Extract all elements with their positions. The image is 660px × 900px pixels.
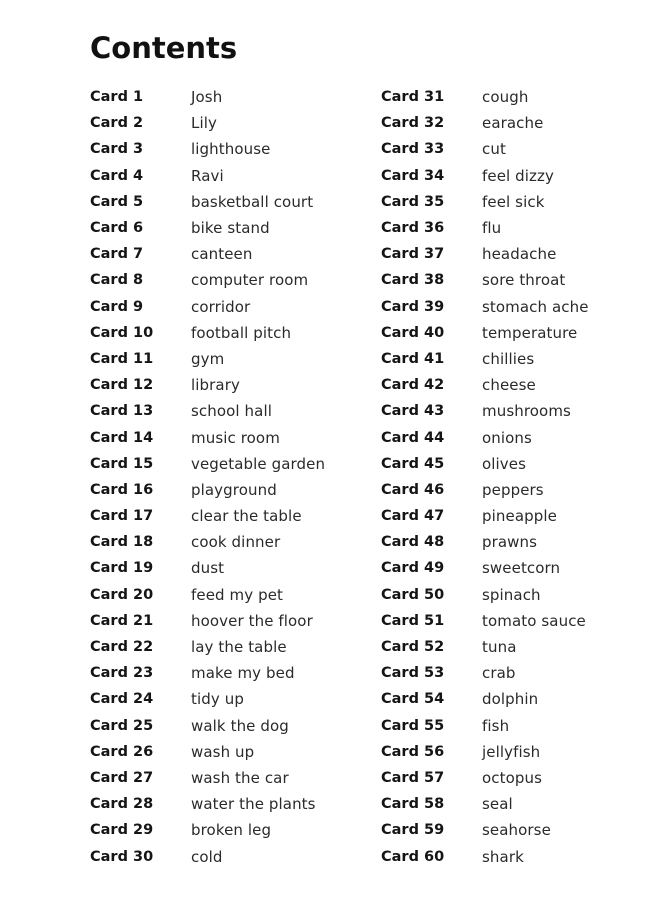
card-number: Card 24	[90, 691, 154, 708]
card-word: lay the table	[191, 638, 287, 657]
card-word: cheese	[482, 376, 536, 395]
card-word: shark	[482, 847, 524, 866]
card-number: Card 20	[90, 586, 154, 603]
card-number: Card 4	[90, 167, 144, 184]
contents-entry	[90, 84, 325, 110]
card-word: pineapple	[482, 507, 557, 526]
contents-entry	[381, 765, 589, 791]
card-number: Card 16	[90, 481, 154, 498]
card-word: computer room	[191, 271, 309, 290]
card-word: walk the dog	[191, 716, 289, 735]
contents-entry	[90, 294, 325, 320]
card-word: school hall	[191, 402, 272, 421]
contents-entry	[90, 346, 325, 372]
contents-entry	[90, 529, 325, 555]
card-word: feel dizzy	[482, 166, 554, 185]
card-word: chillies	[482, 349, 535, 368]
card-number: Card 59	[381, 822, 445, 839]
contents-entry	[381, 110, 589, 136]
card-number: Card 42	[381, 377, 445, 394]
card-word: vegetable garden	[191, 454, 326, 473]
contents-entry	[381, 477, 589, 503]
card-number: Card 13	[90, 403, 154, 420]
card-word: feel sick	[482, 192, 545, 211]
contents-entry	[90, 634, 325, 660]
card-word: gym	[191, 349, 225, 368]
card-number: Card 10	[90, 324, 154, 341]
card-number: Card 51	[381, 612, 445, 629]
contents-entry	[381, 817, 589, 843]
card-number: Card 43	[381, 403, 445, 420]
card-word: dust	[191, 559, 225, 578]
contents-entry	[381, 424, 589, 450]
card-number: Card 31	[381, 89, 445, 106]
card-word: tuna	[482, 638, 517, 657]
card-word: library	[191, 376, 240, 395]
card-number: Card 56	[381, 743, 445, 760]
card-number: Card 49	[381, 560, 445, 577]
card-number: Card 35	[381, 193, 445, 210]
card-word: sweetcorn	[482, 559, 561, 578]
contents-entry	[381, 136, 589, 162]
contents-column-left	[90, 84, 325, 870]
card-word: wash up	[191, 742, 255, 761]
contents-entry	[381, 346, 589, 372]
contents-entry	[381, 84, 589, 110]
contents-entry	[90, 791, 325, 817]
card-number: Card 60	[381, 848, 445, 865]
card-number: Card 58	[381, 796, 445, 813]
card-number: Card 36	[381, 220, 445, 237]
card-word: cold	[191, 847, 223, 866]
contents-entry	[90, 320, 325, 346]
card-word: cut	[482, 140, 506, 159]
card-number: Card 55	[381, 717, 445, 734]
card-number: Card 3	[90, 141, 144, 158]
card-word: basketball court	[191, 192, 314, 211]
card-word: octopus	[482, 768, 543, 787]
contents-entry	[90, 817, 325, 843]
card-number: Card 47	[381, 508, 445, 525]
card-number: Card 21	[90, 612, 154, 629]
card-word: lighthouse	[191, 140, 271, 159]
card-word: Josh	[191, 88, 223, 107]
card-word: headache	[482, 245, 557, 264]
card-number: Card 27	[90, 769, 154, 786]
card-word: tomato sauce	[482, 611, 586, 630]
card-number: Card 11	[90, 350, 154, 367]
card-word: clear the table	[191, 507, 302, 526]
contents-entry	[381, 843, 589, 869]
contents-entry	[90, 555, 325, 581]
contents-entry	[381, 215, 589, 241]
contents-entry	[381, 582, 589, 608]
card-number: Card 17	[90, 508, 154, 525]
card-word: hoover the floor	[191, 611, 313, 630]
card-word: bike stand	[191, 219, 270, 238]
card-word: spinach	[482, 585, 541, 604]
card-word: prawns	[482, 533, 538, 552]
card-number: Card 37	[381, 246, 445, 263]
card-word: corridor	[191, 297, 251, 316]
card-number: Card 40	[381, 324, 445, 341]
card-number: Card 57	[381, 769, 445, 786]
contents-entry	[90, 686, 325, 712]
card-number: Card 12	[90, 377, 154, 394]
contents-entry	[90, 215, 325, 241]
card-number: Card 44	[381, 429, 445, 446]
contents-entry	[381, 320, 589, 346]
card-number: Card 54	[381, 691, 445, 708]
contents-entry	[381, 451, 589, 477]
contents-entry	[90, 110, 325, 136]
card-number: Card 45	[381, 455, 445, 472]
contents-entry	[381, 529, 589, 555]
card-number: Card 52	[381, 639, 445, 656]
card-word: Ravi	[191, 166, 224, 185]
contents-entry	[90, 843, 325, 869]
card-number: Card 53	[381, 665, 445, 682]
contents-entry	[381, 241, 589, 267]
card-number: Card 19	[90, 560, 154, 577]
card-number: Card 26	[90, 743, 154, 760]
card-number: Card 38	[381, 272, 445, 289]
contents-entry	[381, 372, 589, 398]
card-number: Card 34	[381, 167, 445, 184]
card-number: Card 50	[381, 586, 445, 603]
contents-entry	[381, 163, 589, 189]
contents-entry	[381, 739, 589, 765]
contents-entry	[90, 608, 325, 634]
card-word: playground	[191, 480, 277, 499]
card-number: Card 15	[90, 455, 154, 472]
contents-entry	[381, 660, 589, 686]
contents-entry	[90, 424, 325, 450]
contents-entry	[90, 372, 325, 398]
card-number: Card 30	[90, 848, 154, 865]
contents-entry	[90, 241, 325, 267]
contents-entry	[381, 608, 589, 634]
contents-entry	[381, 267, 589, 293]
card-word: cook dinner	[191, 533, 281, 552]
card-number: Card 25	[90, 717, 154, 734]
card-number: Card 33	[381, 141, 445, 158]
card-word: sore throat	[482, 271, 566, 290]
card-word: dolphin	[482, 690, 539, 709]
card-number: Card 39	[381, 298, 445, 315]
card-number: Card 28	[90, 796, 154, 813]
contents-entry	[90, 660, 325, 686]
card-word: feed my pet	[191, 585, 284, 604]
card-word: broken leg	[191, 821, 272, 840]
card-word: stomach ache	[482, 297, 589, 316]
contents-entry	[381, 398, 589, 424]
card-number: Card 46	[381, 481, 445, 498]
contents-entry	[381, 686, 589, 712]
card-word: tidy up	[191, 690, 244, 709]
card-number: Card 29	[90, 822, 154, 839]
card-number: Card 14	[90, 429, 154, 446]
contents-entry	[90, 477, 325, 503]
contents-entry	[90, 765, 325, 791]
card-number: Card 41	[381, 350, 445, 367]
contents-entry	[381, 713, 589, 739]
card-word: wash the car	[191, 768, 289, 787]
contents-entry	[90, 582, 325, 608]
card-word: football pitch	[191, 323, 292, 342]
contents-entry	[381, 189, 589, 215]
card-word: earache	[482, 114, 544, 133]
contents-entry	[381, 634, 589, 660]
contents-entry	[90, 451, 325, 477]
card-word: seal	[482, 795, 513, 814]
card-word: water the plants	[191, 795, 316, 814]
page-title: Contents	[90, 31, 238, 65]
card-word: fish	[482, 716, 510, 735]
card-word: cough	[482, 88, 529, 107]
card-word: canteen	[191, 245, 253, 264]
card-word: seahorse	[482, 821, 551, 840]
card-number: Card 48	[381, 534, 445, 551]
card-number: Card 32	[381, 115, 445, 132]
card-word: music room	[191, 428, 280, 447]
contents-entry	[90, 163, 325, 189]
card-word: jellyfish	[482, 742, 541, 761]
contents-column-right	[381, 84, 589, 870]
card-number: Card 23	[90, 665, 154, 682]
contents-entry	[90, 136, 325, 162]
card-word: peppers	[482, 480, 544, 499]
card-word: mushrooms	[482, 402, 571, 421]
card-word: onions	[482, 428, 532, 447]
contents-entry	[90, 189, 325, 215]
card-number: Card 8	[90, 272, 144, 289]
contents-entry	[381, 503, 589, 529]
contents-entry	[381, 791, 589, 817]
card-word: temperature	[482, 323, 578, 342]
card-word: olives	[482, 454, 527, 473]
card-word: crab	[482, 664, 516, 683]
card-number: Card 7	[90, 246, 144, 263]
contents-entry	[90, 267, 325, 293]
contents-entry	[90, 713, 325, 739]
card-number: Card 6	[90, 220, 144, 237]
card-word: Lily	[191, 114, 217, 133]
contents-entry	[90, 503, 325, 529]
card-word: flu	[482, 219, 502, 238]
card-word: make my bed	[191, 664, 295, 683]
contents-entry	[381, 555, 589, 581]
contents-entry	[90, 398, 325, 424]
card-number: Card 9	[90, 298, 144, 315]
card-number: Card 2	[90, 115, 144, 132]
contents-entry	[90, 739, 325, 765]
card-number: Card 5	[90, 193, 144, 210]
card-number: Card 1	[90, 89, 144, 106]
card-number: Card 22	[90, 639, 154, 656]
contents-entry	[381, 294, 589, 320]
card-number: Card 18	[90, 534, 154, 551]
